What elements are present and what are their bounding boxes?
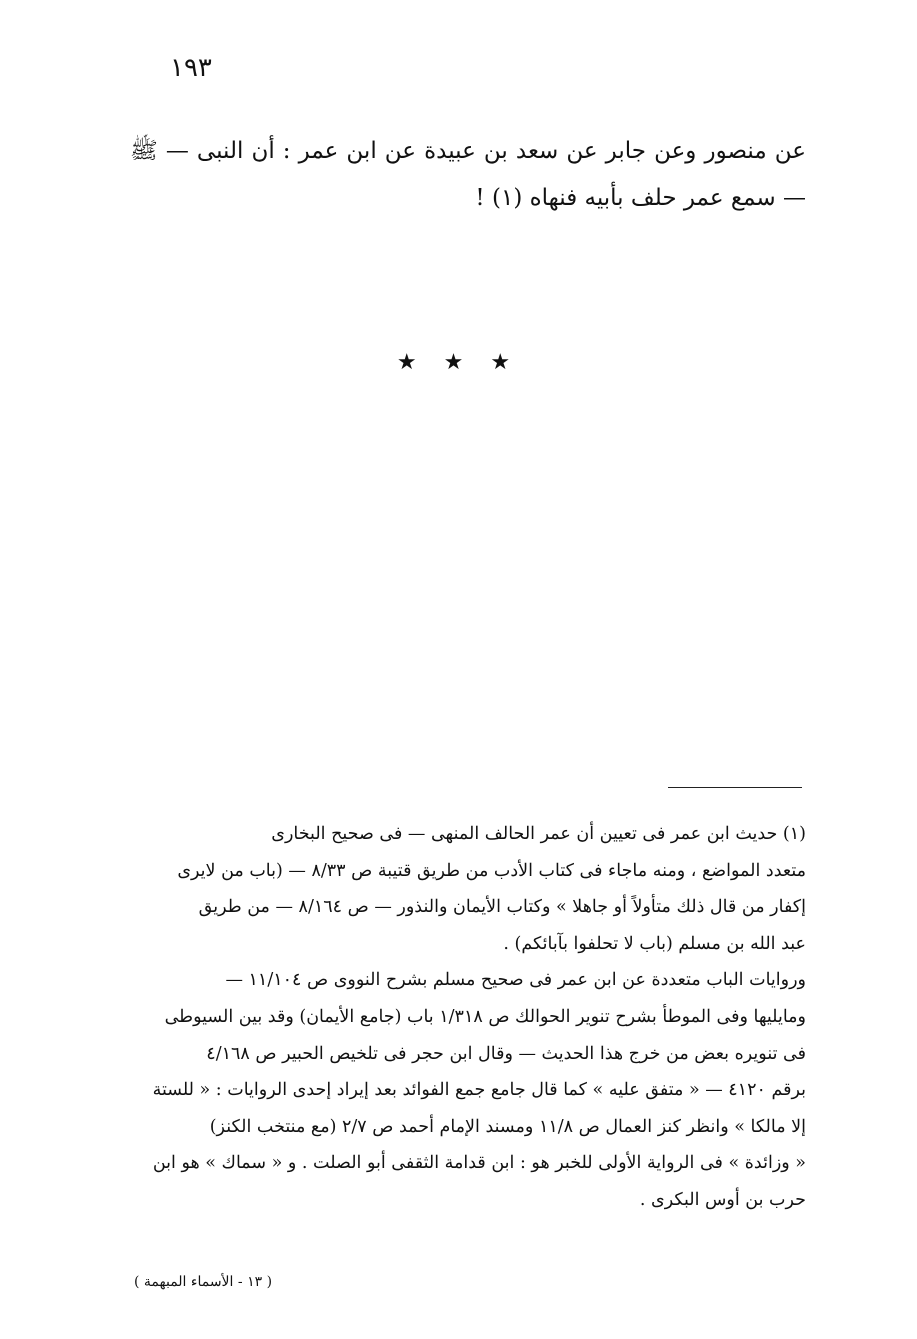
footnote-line: فى تنويره بعض من خرج هذا الحديث — وقال ابن حجر فى تلخيص الحبير ص ٤/١٦٨ — [206, 1043, 806, 1064]
page-number: ١٩٣ — [170, 53, 212, 83]
footnote-line: ومايليها وفى الموطأ بشرح تنوير الحوالك ص ١/٣١٨ باب (جامع الأيمان) وقد بين السيوطى — [164, 1006, 806, 1027]
footnote-line: « وزائدة » فى الرواية الأولى للخبر هو : ابن قدامة الثقفى أبو الصلت . و « سماك » هو ابن — [152, 1153, 806, 1174]
signature-mark: ( ١٣ - الأسماء المبهمة ) — [134, 1274, 273, 1290]
separator-stars: ★ ★ ★ — [396, 350, 521, 375]
main-paragraph: عن منصور وعن جابر عن سعد بن عبيدة عن ابن عمر : أن النبى — ﷺ — سمع عمر حلف بأبيه فنهاه (١) ! — [130, 138, 806, 211]
footnote-rule — [668, 787, 802, 788]
footnote-line: عبد الله بن مسلم (باب لا تحلفوا بآبائكم) . — [503, 933, 806, 954]
footnote-line: (١) حديث ابن عمر فى تعيين أن عمر الحالف المنهى — فى صحيح البخارى — [271, 824, 806, 844]
footnote-line: وروايات الباب متعددة عن ابن عمر فى صحيح مسلم بشرح النووى ص ١١/١٠٤ — — [225, 970, 806, 991]
footnote-line: حرب بن أوس البكرى . — [639, 1189, 806, 1210]
footnote-line: إكفار من قال ذلك متأولاً أو جاهلا » وكتاب الأيمان والنذور — ص ٨/١٦٤ — من طريق — [198, 897, 806, 918]
main-text — [130, 128, 806, 222]
footnotes — [130, 816, 806, 1219]
footnote-line: متعدد المواضع ، ومنه ماجاء فى كتاب الأدب من طريق قتيبة ص ٨/٣٣ — (باب من لايرى — [177, 860, 806, 881]
footnote-line: برقم ٤١٢٠ — « متفق عليه » كما قال جامع جمع الفوائد بعد إيراد إحدى الروايات : « للستة — [152, 1080, 806, 1101]
footnote-line: إلا مالكا » وانظر كنز العمال ص ١١/٨ ومسند الإمام أحمد ص ٢/٧ (مع منتخب الكنز) — [209, 1116, 806, 1137]
